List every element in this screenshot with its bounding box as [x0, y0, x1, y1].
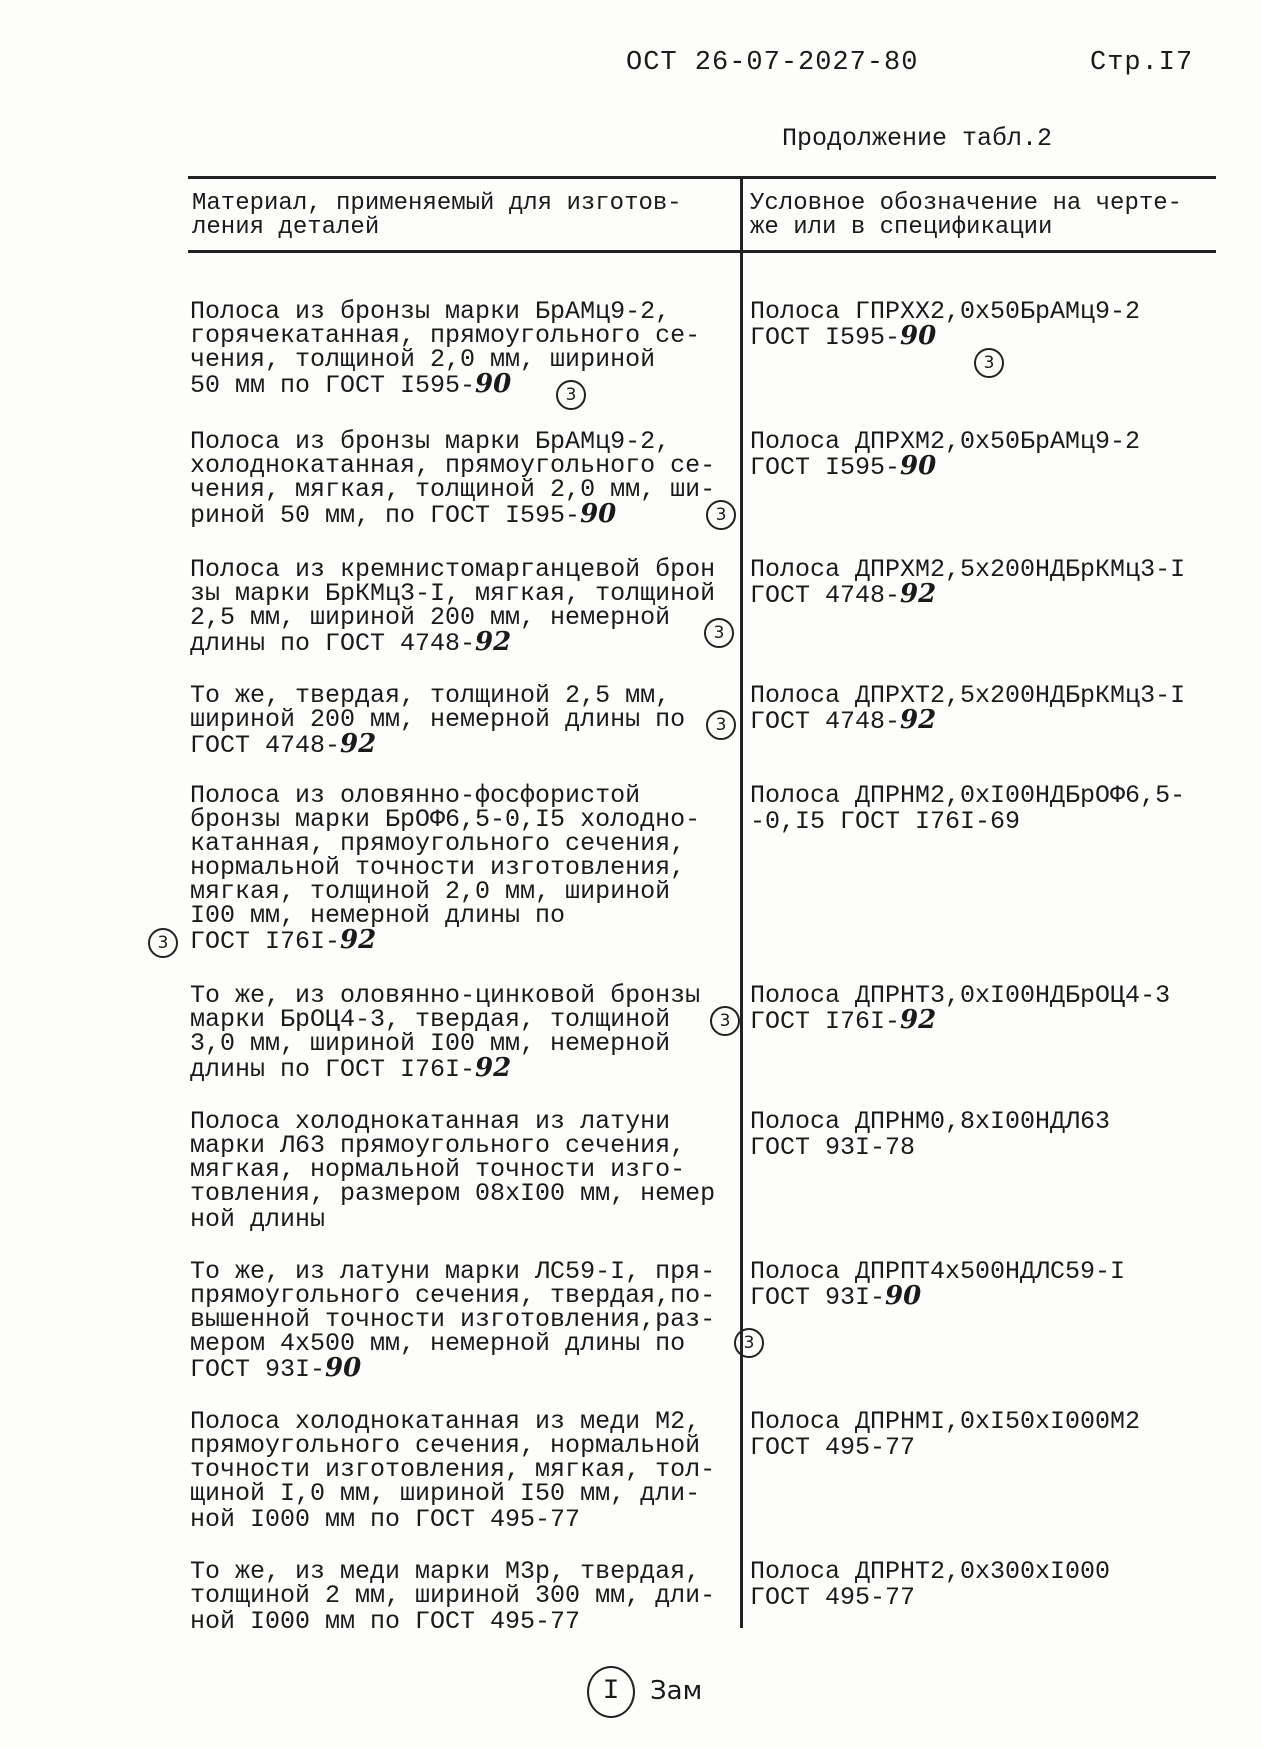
table-row-designation [750, 427, 1220, 482]
designation-text: Полоса ДПРХТ2,5х200НДБрКМц3-I ГОСТ 4748- [750, 681, 1186, 736]
change-label: Зам [650, 1676, 703, 1706]
handwritten-correction: 92 [900, 579, 937, 609]
table-row-material [190, 555, 735, 658]
designation-text: Полоса ДПРХМ2,5х200НДБрКМц3-I ГОСТ 4748- [750, 555, 1186, 610]
designation-text: Полоса ДПРПТ4х500НДЛС59-I ГОСТ 93I- [750, 1257, 1126, 1312]
page-number: Стр.I7 [1090, 48, 1194, 78]
designation-text: Полоса ДПРНМ0,8хI00НДЛ63 ГОСТ 93I-78 [750, 1107, 1111, 1162]
table-row-designation [750, 781, 1220, 836]
change-mark-icon: 3 [148, 928, 178, 958]
table-row-material [190, 1107, 735, 1234]
table-row-material [190, 1257, 735, 1384]
table-row-material [190, 1557, 735, 1636]
table-row-designation [750, 297, 1220, 352]
table-row-material [190, 781, 735, 956]
change-mark-icon: 3 [706, 500, 736, 530]
table-row-designation [750, 1107, 1220, 1162]
handwritten-correction: 90 [475, 369, 512, 399]
handwritten-correction: 90 [580, 499, 617, 529]
designation-text: Полоса ДПРХМ2,0х50БрАМц9-2 ГОСТ I595- [750, 427, 1141, 482]
designation-text: Полоса ДПРНМI,0хI50хI000М2 ГОСТ 495-77 [750, 1407, 1141, 1462]
column-header-designation: Условное обозначение на черте- же или в спецификации [750, 190, 1183, 241]
handwritten-correction: 92 [475, 627, 512, 657]
change-mark-icon: 3 [734, 1328, 764, 1358]
change-mark-icon: 3 [556, 380, 586, 410]
material-text: Полоса из оловянно-фосфористой бронзы марки БрОФ6,5-0,I5 холодно- катанная, прямоугольного сечения, нормальной точности изготовления, мягкая, толщиной 2,0 мм, шириной I00 мм, немерной длины по ГОСТ I76I- [190, 781, 701, 956]
column-header-material: Материал, применяемый для изготов- ления деталей [192, 190, 682, 241]
designation-text: Полоса ДПРНТ2,0х300хI000 ГОСТ 495-77 [750, 1557, 1111, 1612]
handwritten-correction: 90 [900, 321, 937, 351]
handwritten-correction: 90 [325, 1353, 362, 1383]
change-mark-icon: 3 [704, 618, 734, 648]
handwritten-correction: 92 [900, 705, 937, 735]
table-row-designation [750, 1557, 1220, 1612]
material-text: Полоса из кремнистомарганцевой брон зы марки БрКМц3-I, мягкая, толщиной 2,5 мм, шириной 200 мм, немерной длины по ГОСТ 4748- [190, 555, 716, 658]
material-text: То же, из меди марки М3р, твердая, толщиной 2 мм, шириной 300 мм, дли- ной I000 мм по ГОСТ 495-77 [190, 1557, 716, 1636]
material-text: Полоса холоднокатанная из латуни марки Л63 прямоугольного сечения, мягкая, нормальной точности изго- товления, размером 08хI00 мм, немер ной длины [190, 1107, 716, 1234]
table-row-designation [750, 681, 1220, 736]
table-row-designation [750, 555, 1220, 610]
column-divider [740, 176, 743, 1628]
change-mark-icon: 3 [706, 710, 736, 740]
designation-text: Полоса ДПРНМ2,0хI00НДБрОФ6,5- -0,I5 ГОСТ I76I-69 [750, 781, 1186, 836]
material-text: Полоса из бронзы марки БрАМц9-2, холоднокатанная, прямоугольного се- чения, мягкая, толщиной 2,0 мм, ши- риной 50 мм, по ГОСТ I595- [190, 427, 716, 530]
material-text: Полоса из бронзы марки БрАМц9-2, горячекатанная, прямоугольного се- чения, толщиной 2,0 мм, шириной 50 мм по ГОСТ I595- [190, 297, 701, 400]
material-text: Полоса холоднокатанная из меди М2, прямоугольного сечения, нормальной точности изготовления, мягкая, тол- щиной I,0 мм, шириной I50 мм, дли- ной I000 мм по ГОСТ 495-77 [190, 1407, 716, 1534]
document-id: ОСТ 26-07-2027-80 [626, 48, 919, 78]
change-mark-icon: 3 [974, 348, 1004, 378]
handwritten-correction: 90 [900, 451, 937, 481]
table-row-designation [750, 1257, 1220, 1312]
table-row-material [190, 297, 735, 400]
material-text: То же, из латуни марки ЛС59-I, пря- прямоугольного сечения, твердая,по- вышенной точности изготовления,раз- мером 4х500 мм, немерной длины по ГОСТ 93I- [190, 1257, 716, 1384]
handwritten-correction: 92 [340, 925, 377, 955]
handwritten-correction: 92 [475, 1053, 512, 1083]
change-number-mark: I [587, 1666, 635, 1718]
designation-text: Полоса ГПРХХ2,0х50БрАМц9-2 ГОСТ I595- [750, 297, 1141, 352]
change-mark-icon: 3 [710, 1006, 740, 1036]
table-row-designation [750, 1407, 1220, 1462]
table-top-rule [188, 176, 1216, 179]
material-text: То же, из оловянно-цинковой бронзы марки БрОЦ4-3, твердая, толщиной 3,0 мм, шириной I00 мм, немерной длины по ГОСТ I76I- [190, 981, 701, 1084]
table-row-material [190, 427, 735, 530]
table-row-material [190, 981, 735, 1084]
handwritten-correction: 90 [885, 1281, 922, 1311]
table-header-rule [188, 250, 1216, 253]
handwritten-correction: 92 [340, 729, 377, 759]
material-text: То же, твердая, толщиной 2,5 мм, шириной 200 мм, немерной длины по ГОСТ 4748- [190, 681, 686, 760]
table-row-material [190, 1407, 735, 1534]
table-row-designation [750, 981, 1220, 1036]
table-row-material [190, 681, 735, 760]
designation-text: Полоса ДПРНТ3,0хI00НДБрОЦ4-3 ГОСТ I76I- [750, 981, 1171, 1036]
handwritten-correction: 92 [900, 1005, 937, 1035]
table-continuation-label: Продолжение табл.2 [782, 124, 1053, 153]
